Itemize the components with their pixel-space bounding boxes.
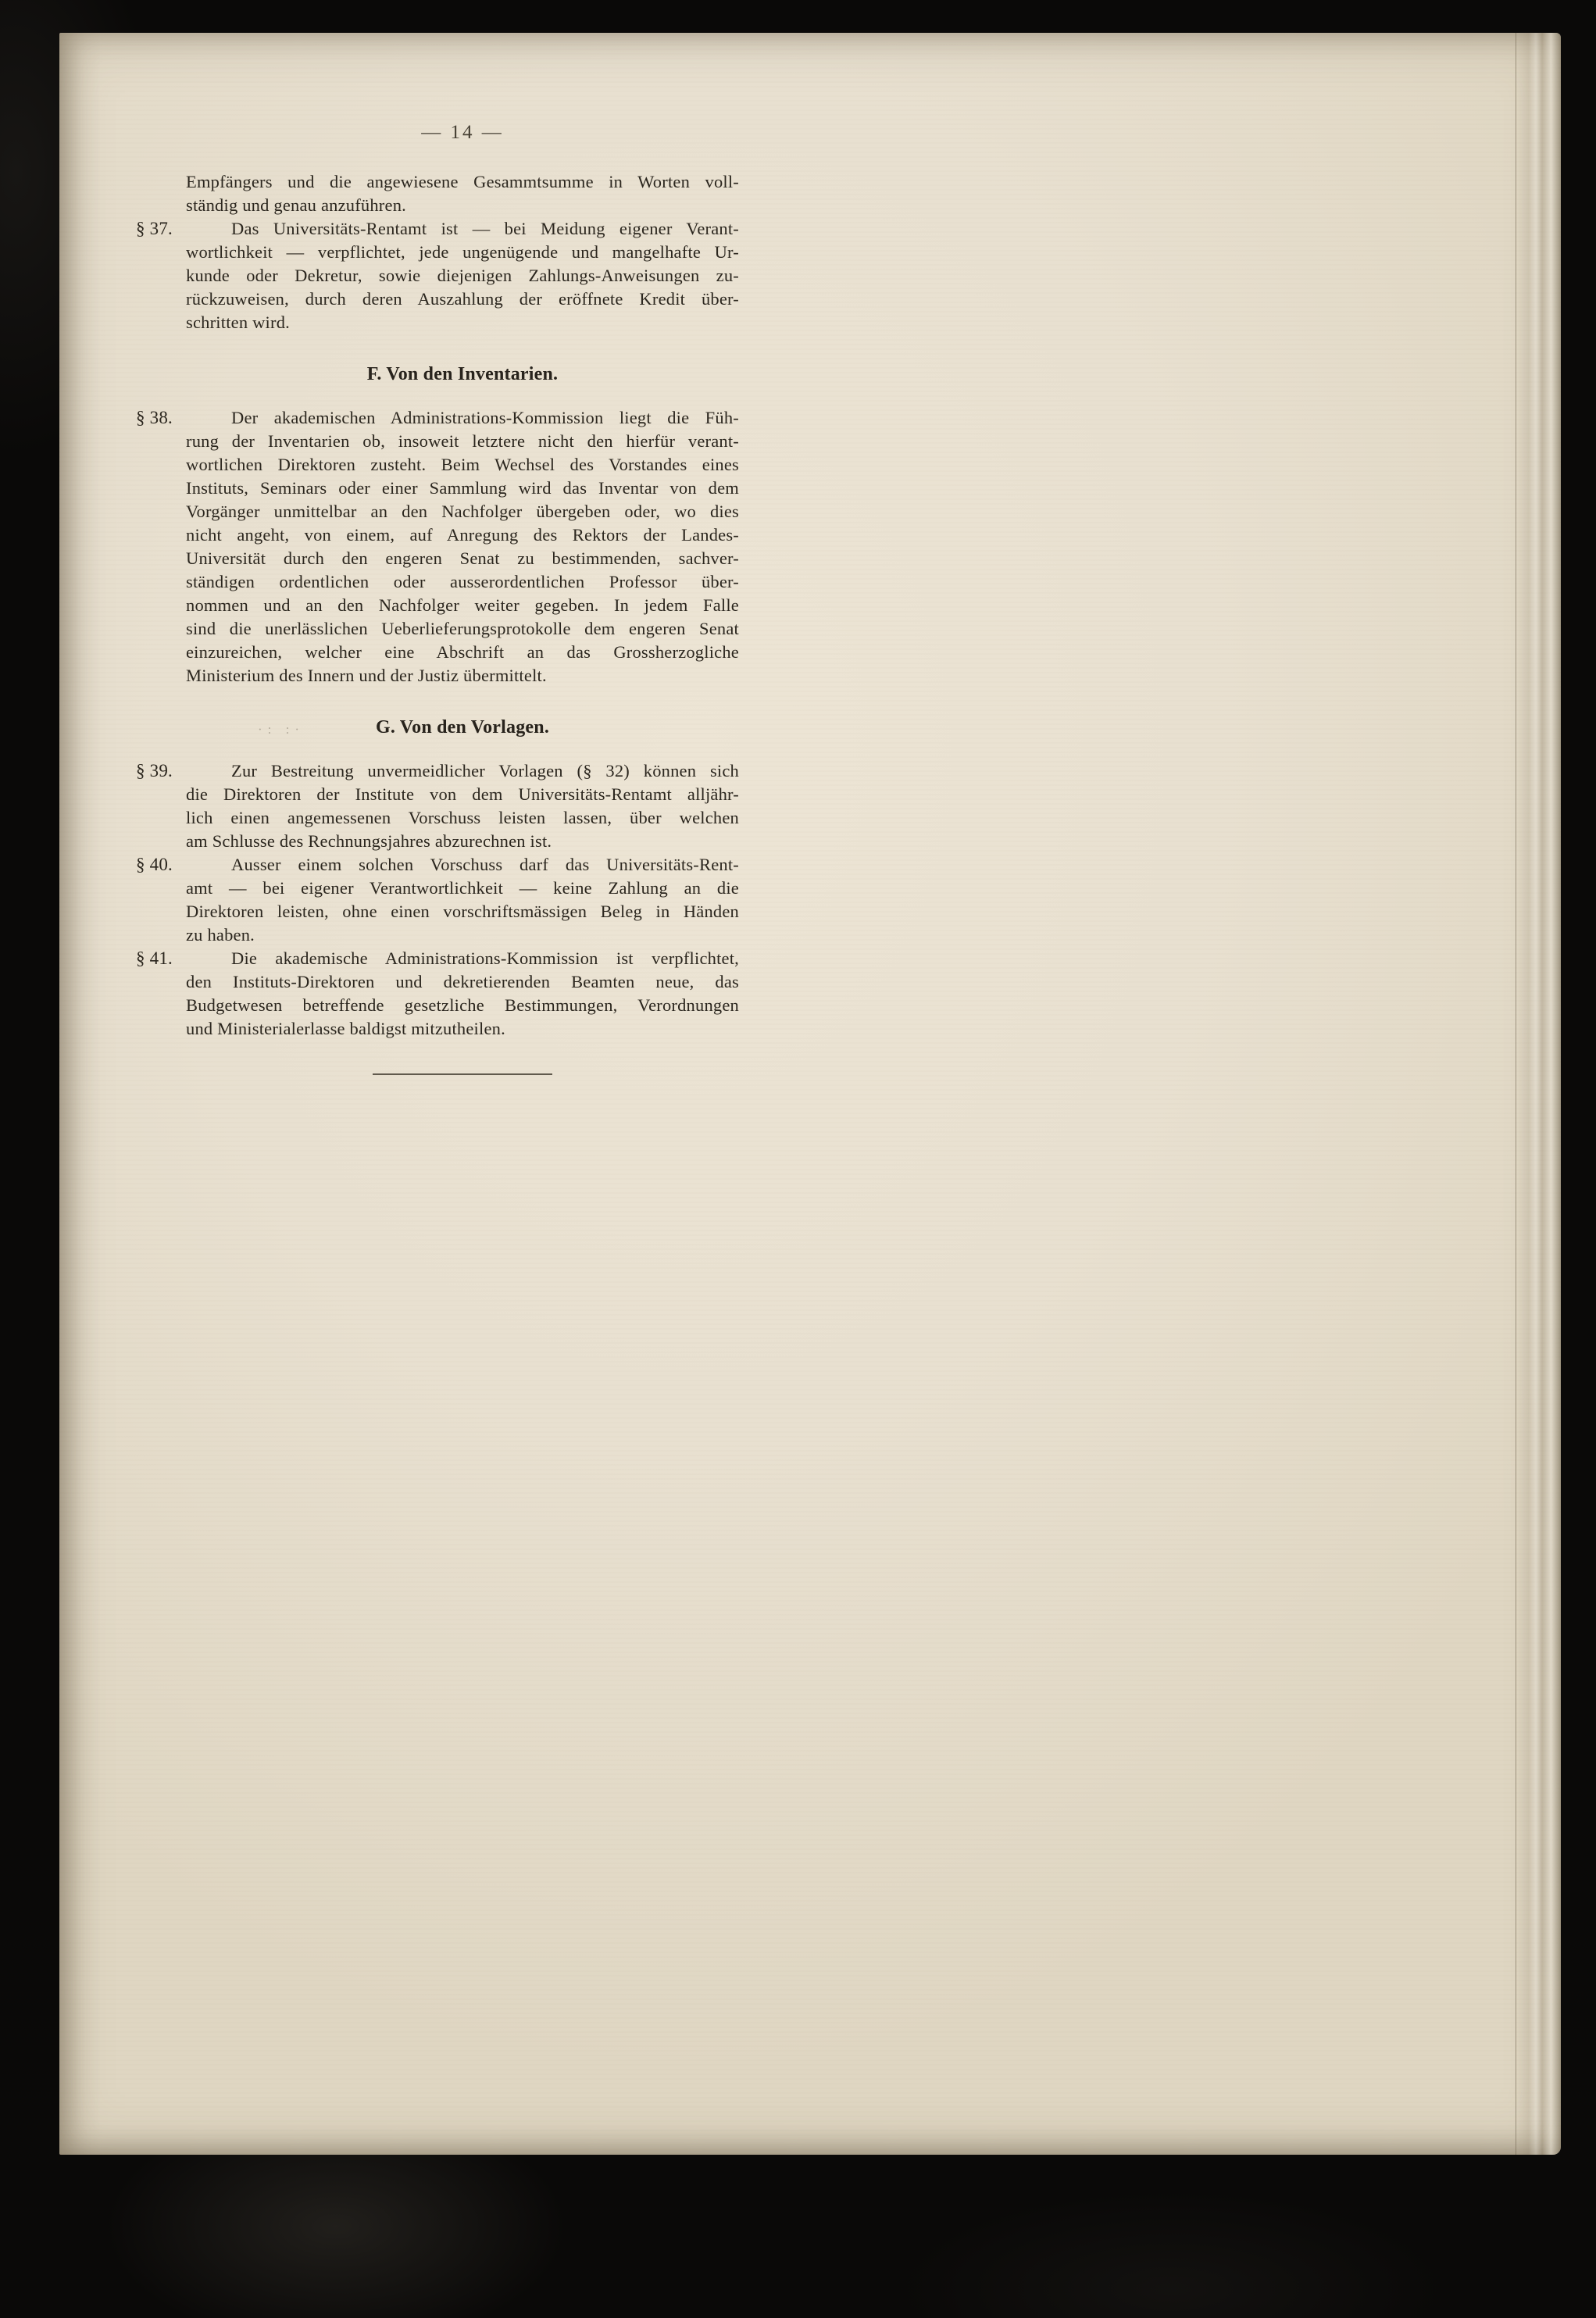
page-number: — 14 — bbox=[421, 122, 504, 143]
text-line: rückzuweisen, durch deren Auszahlung der eröffnete Kredit über- bbox=[186, 289, 739, 309]
text-line: zu haben. bbox=[186, 925, 255, 945]
text-line: Empfängers und die angewiesene Gesammtsumme in Worten voll- bbox=[186, 172, 739, 191]
footer-rule bbox=[373, 1073, 552, 1075]
text-line: Ausser einem solchen Vorschuss darf das Universitäts-Rent- bbox=[231, 855, 739, 874]
section-marker: § 37. bbox=[136, 219, 173, 238]
text-line: amt — bei eigener Verantwortlichkeit — keine Zahlung an die bbox=[186, 878, 739, 898]
text-line: wortlichen Direktoren zusteht. Beim Wechsel des Vorstandes eines bbox=[186, 455, 739, 474]
text-line: Vorgänger unmittelbar an den Nachfolger übergeben oder, wo dies bbox=[186, 502, 739, 521]
section-marker: § 39. bbox=[136, 761, 173, 780]
text-line: Die akademische Administrations-Kommission ist verpflichtet, bbox=[231, 948, 739, 968]
text-line: die Direktoren der Institute von dem Universitäts-Rentamt alljähr- bbox=[186, 784, 739, 804]
paragraph bbox=[136, 947, 739, 1041]
text-line: Das Universitäts-Rentamt ist — bei Meidung eigener Verant- bbox=[231, 219, 739, 238]
text-line: Ministerium des Innern und der Justiz übermittelt. bbox=[186, 666, 547, 685]
text-line: einzureichen, welcher eine Abschrift an das Grossherzogliche bbox=[186, 642, 739, 662]
ink-smudge: ·: :· bbox=[258, 722, 305, 737]
text-line: und Ministerialerlasse baldigst mitzutheilen. bbox=[186, 1019, 505, 1038]
text-line: Instituts, Seminars oder einer Sammlung wird das Inventar von dem bbox=[186, 478, 739, 498]
paragraph bbox=[186, 170, 739, 217]
paragraph bbox=[136, 759, 739, 853]
section-marker: § 40. bbox=[136, 855, 173, 874]
text-line: ständig und genau anzuführen. bbox=[186, 195, 406, 215]
paragraph bbox=[136, 853, 739, 947]
heading-text: F. Von den Inventarien. bbox=[366, 364, 559, 384]
text-line: ständigen ordentlichen oder ausserordentlichen Professor über- bbox=[186, 572, 739, 591]
text-line: am Schlusse des Rechnungsjahres abzurechnen ist. bbox=[186, 831, 552, 851]
text-line: wortlichkeit — verpflichtet, jede ungenügende und mangelhafte Ur- bbox=[186, 242, 739, 262]
page-edge-shadow bbox=[1516, 33, 1561, 2155]
text-line: sind die unerlässlichen Ueberlieferungsprotokolle dem engeren Senat bbox=[186, 619, 739, 638]
text-line: Direktoren leisten, ohne einen vorschriftsmässigen Beleg in Händen bbox=[186, 902, 739, 921]
text-line: Universität durch den engeren Senat zu bestimmenden, sachver- bbox=[186, 548, 739, 568]
text-line: kunde oder Dekretur, sowie diejenigen Zahlungs-Anweisungen zu- bbox=[186, 266, 739, 285]
section-heading bbox=[186, 716, 739, 739]
section-marker: § 38. bbox=[136, 408, 173, 427]
page-text bbox=[136, 170, 739, 1041]
paragraph bbox=[136, 406, 739, 688]
paragraph bbox=[136, 217, 739, 334]
text-line: nommen und an den Nachfolger weiter gegeben. In jedem Falle bbox=[186, 595, 739, 615]
section-marker: § 41. bbox=[136, 948, 173, 968]
heading-text: G. Von den Vorlagen. bbox=[375, 717, 550, 738]
text-line: schritten wird. bbox=[186, 313, 290, 332]
text-line: lich einen angemessenen Vorschuss leisten lassen, über welchen bbox=[186, 808, 739, 827]
text-line: Budgetwesen betreffende gesetzliche Bestimmungen, Verordnungen bbox=[186, 995, 739, 1015]
text-line: rung der Inventarien ob, insoweit letztere nicht den hierfür verant- bbox=[186, 431, 739, 451]
text-line: Zur Bestreitung unvermeidlicher Vorlagen (§ 32) können sich bbox=[231, 761, 739, 780]
text-line: Der akademischen Administrations-Kommission liegt die Füh- bbox=[231, 408, 739, 427]
section-heading bbox=[186, 363, 739, 386]
document-page bbox=[59, 33, 1561, 2155]
text-line: nicht angeht, von einem, auf Anregung des Rektors der Landes- bbox=[186, 525, 739, 545]
text-line: den Instituts-Direktoren und dekretierenden Beamten neue, das bbox=[186, 972, 739, 991]
